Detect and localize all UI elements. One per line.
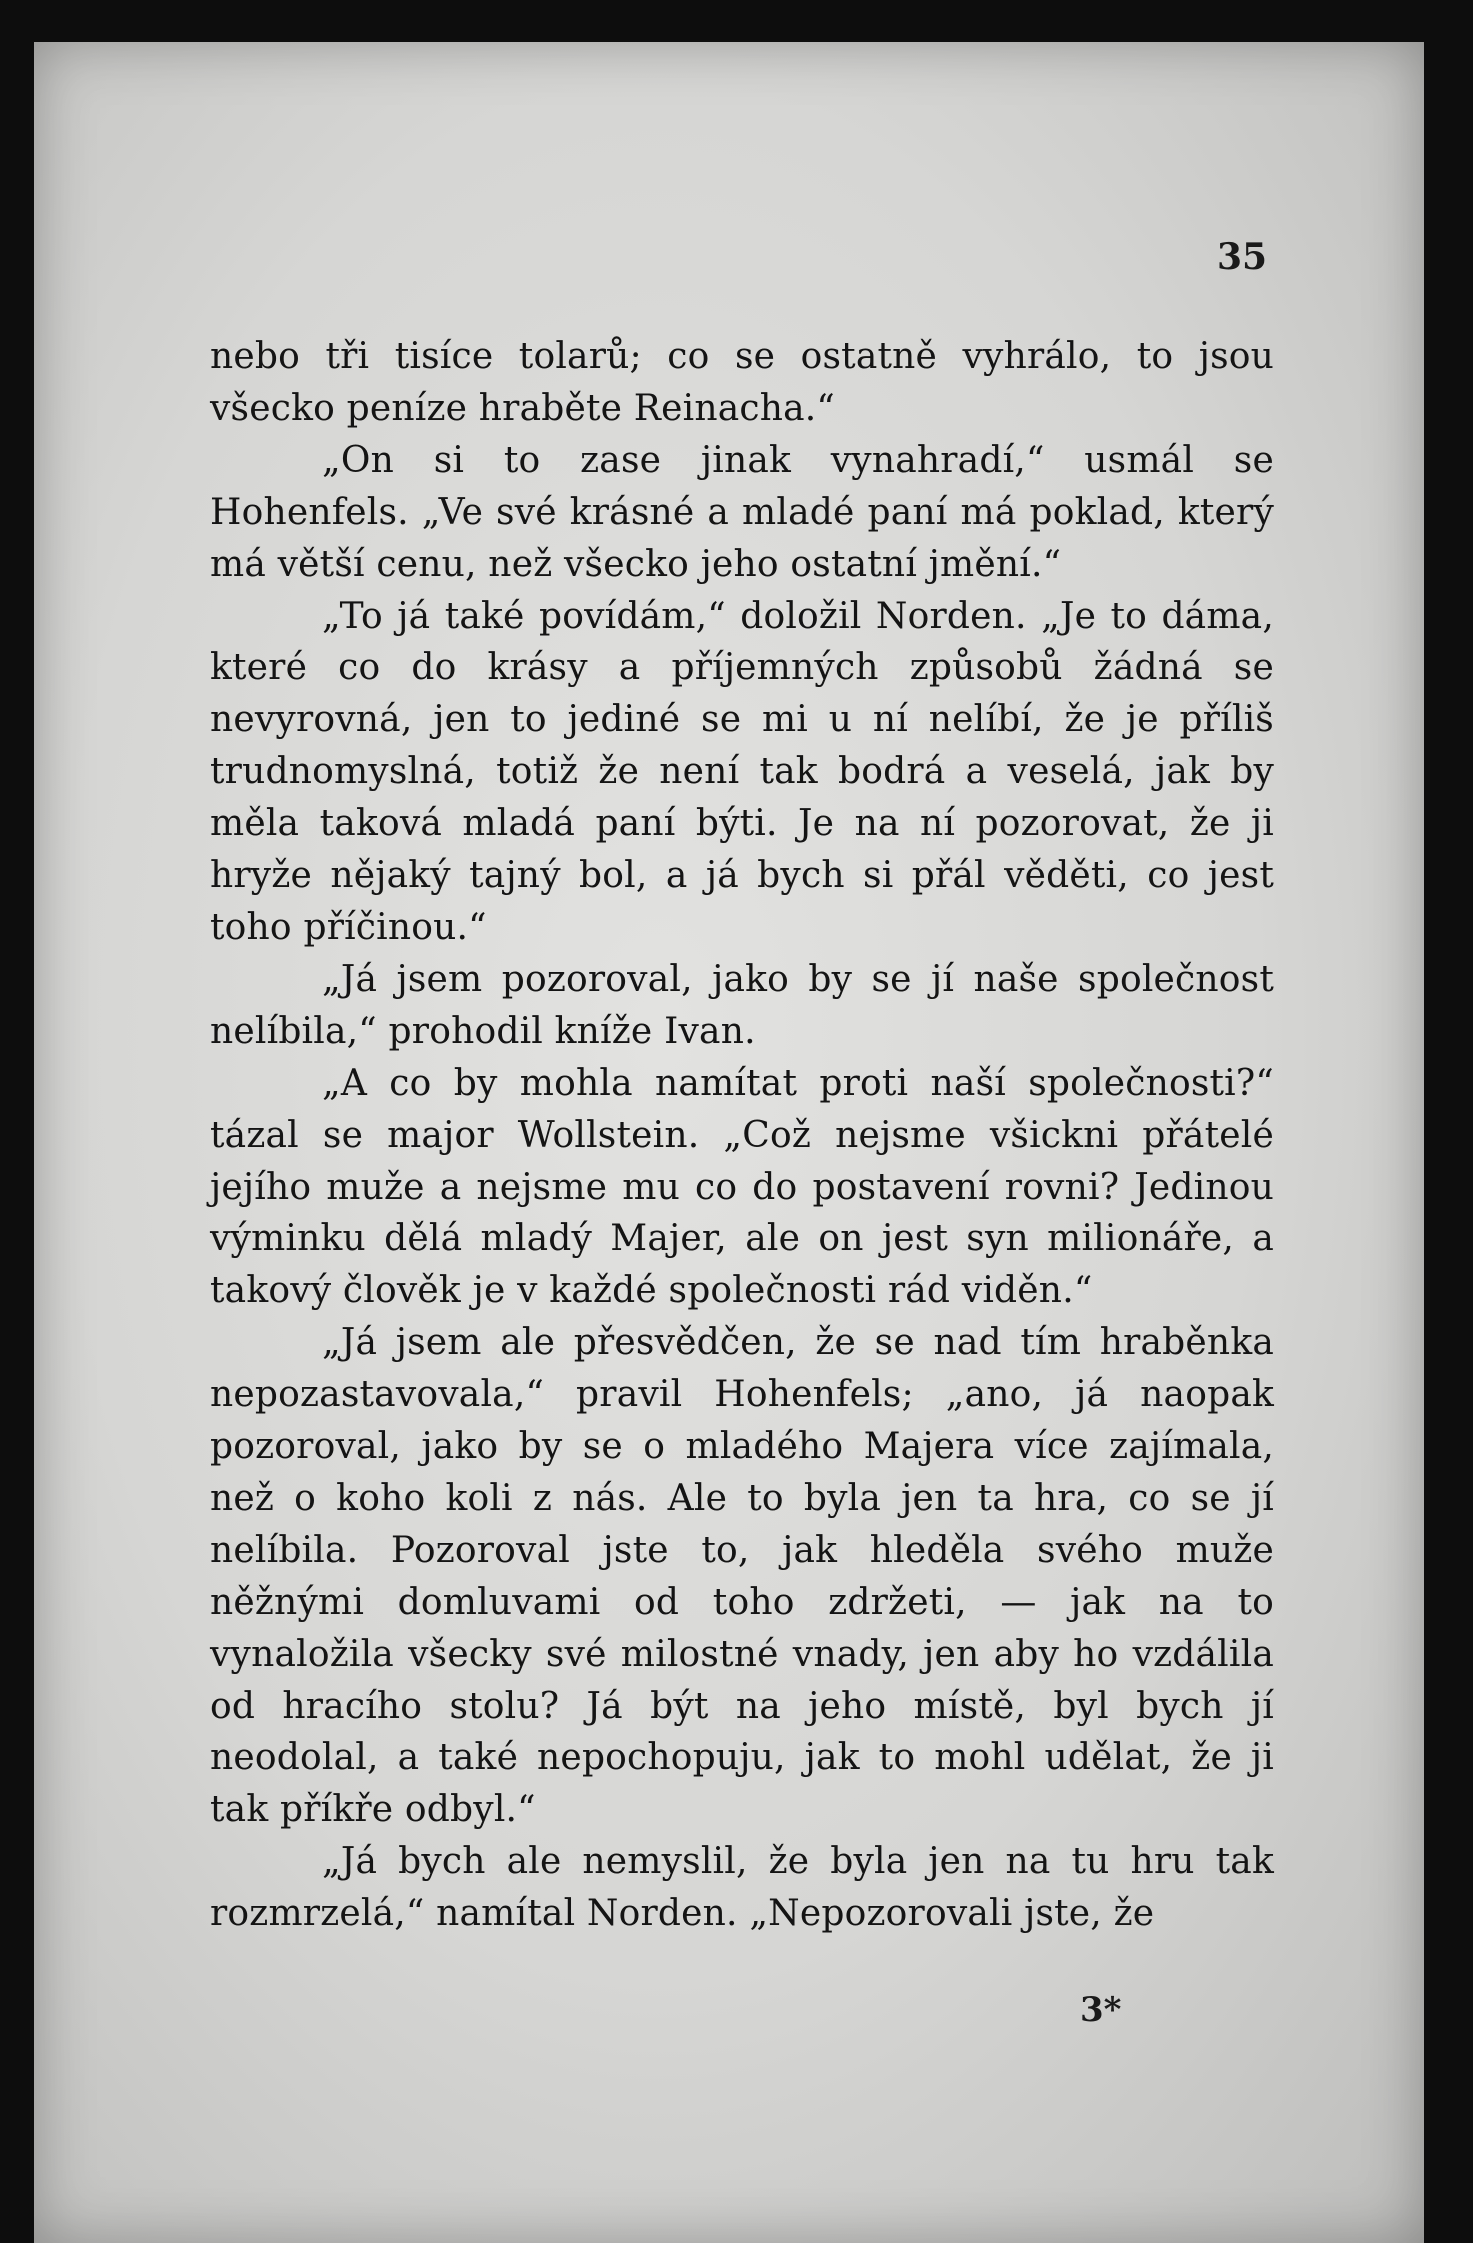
book-page [34, 42, 1424, 2243]
signature-mark: 3* [1080, 1990, 1122, 2030]
page-number: 35 [1217, 236, 1268, 278]
paragraph: „To já také povídám,“ doložil Norden. „Je to dáma, které co do krásy a příjemných způsobů žádná se nevyrovná, jen to jediné se mi u ní nelíbí, že je příliš trudnomyslná, totiž že není tak bodrá a veselá, jak by měla taková mladá paní býti. Je na ní pozorovat, že ji hryže nějaký tajný bol, a já bych si přál věděti, co jest toho příčinou.“ [210, 595, 1274, 948]
paragraph: „Já jsem ale přesvědčen, že se nad tím hraběnka nepozastavovala,“ pravil Hohenfels; „ano, já naopak pozoroval, jako by se o mladého Majera více zajímala, než o koho koli z nás. Ale to byla jen ta hra, co se jí nelíbila. Pozoroval jste to, jak hleděla svého muže něžnými domluvami od toho zdržeti, — jak na to vynaložila všecky své milostné vnady, jen aby ho vzdálila od hracího stolu? Já být na jeho místě, byl bych jí neodolal, a také nepochopuju, jak to mohl udělat, že ji tak příkře odbyl.“ [210, 1322, 1274, 1831]
body-text [210, 331, 1274, 1940]
paragraph: „Já jsem pozoroval, jako by se jí naše společnost nelíbila,“ prohodil kníže Ivan. [210, 958, 1274, 1052]
paragraph: nebo tři tisíce tolarů; co se ostatně vyhrálo, to jsou všecko peníze hraběte Reinacha.“ [210, 336, 1274, 429]
paragraph: „A co by mohla namítat proti naší společnosti?“ tázal se major Wollstein. „Což nejsme všickni přátelé jejího muže a nejsme mu co do postavení rovni? Jedinou výminku dělá mladý Majer, ale on jest syn milionáře, a takový člověk je v každé společnosti rád viděn.“ [210, 1062, 1274, 1312]
paragraph: „Já bych ale nemyslil, že byla jen na tu hru tak rozmrzelá,“ namítal Norden. „Nepozorovali jste, že [210, 1841, 1274, 1935]
paragraph: „On si to zase jinak vynahradí,“ usmál se Hohenfels. „Ve své krásné a mladé paní má poklad, který má větší cenu, než všecko jeho ostatní jmění.“ [210, 439, 1274, 585]
